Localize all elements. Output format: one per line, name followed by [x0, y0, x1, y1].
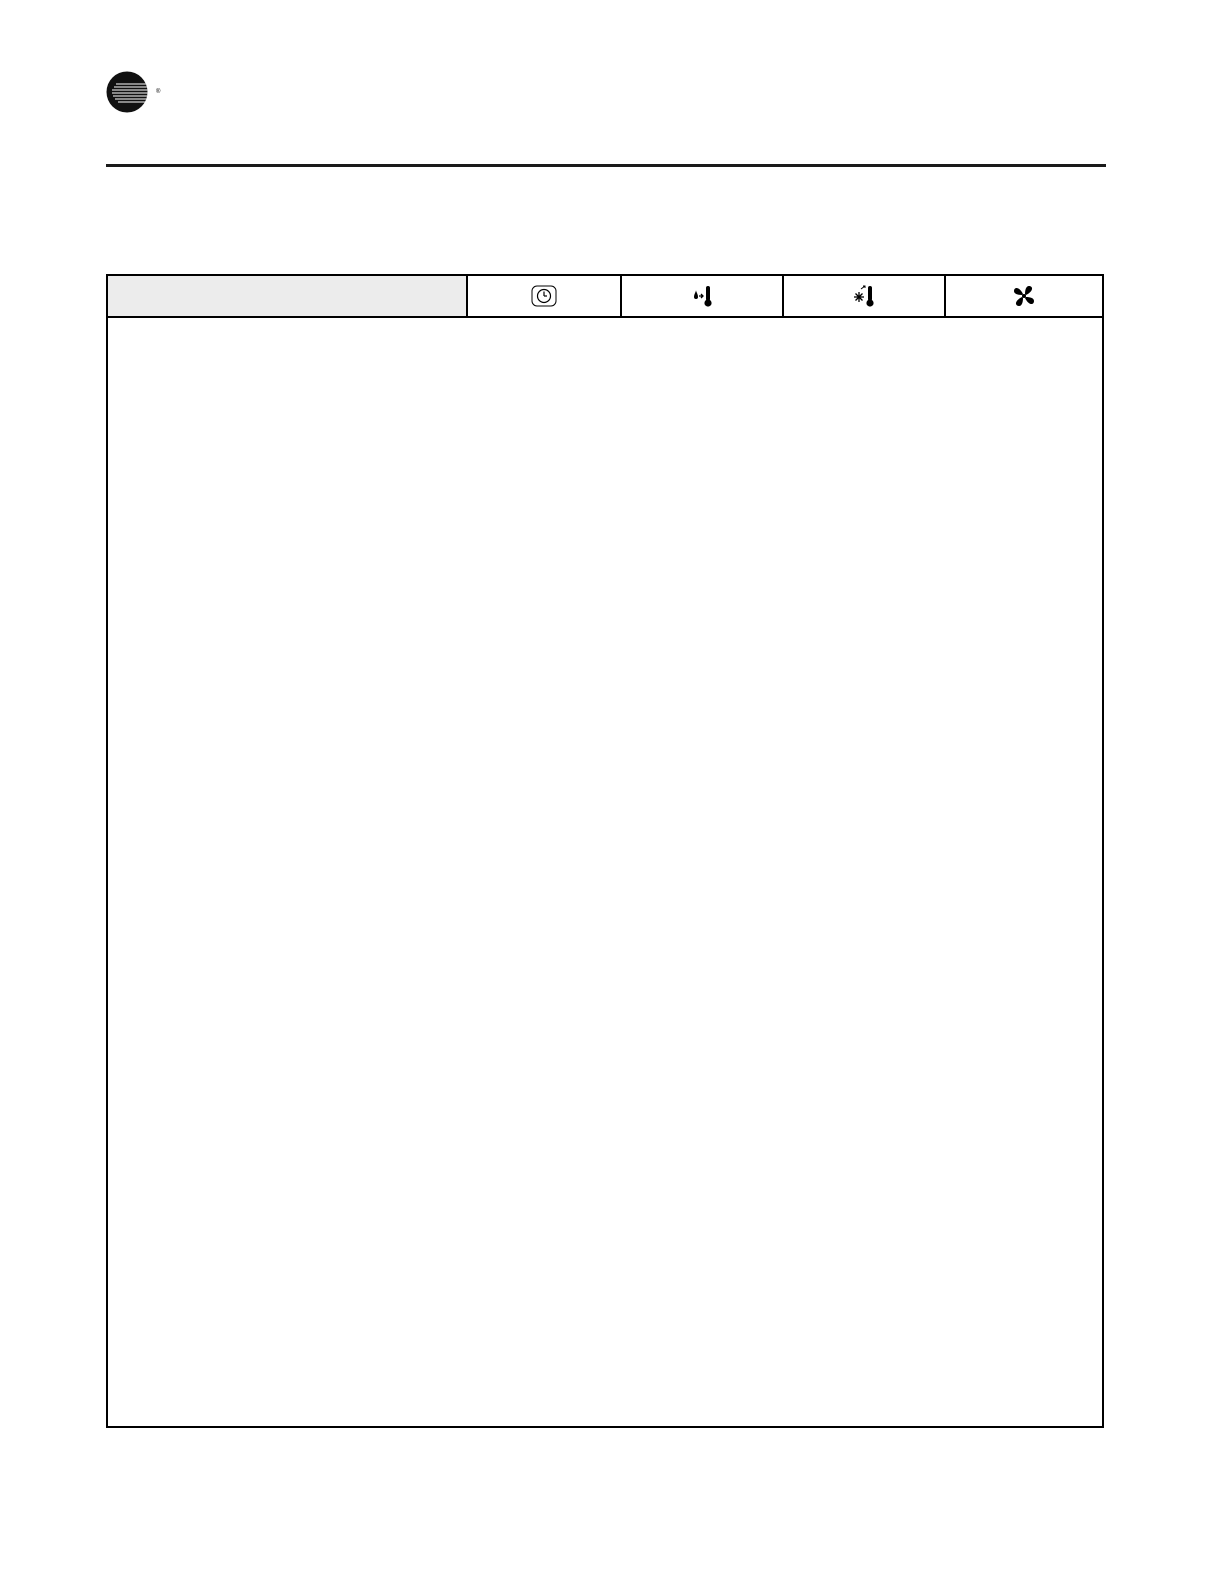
- clock-icon: [531, 285, 557, 307]
- header-fan-cell: [946, 276, 1102, 316]
- schedule-table: [106, 274, 1104, 1428]
- heat-setpoint-icon: [690, 284, 714, 308]
- header-blank-cell: [108, 276, 468, 316]
- fan-icon: [1010, 282, 1038, 310]
- header-rule: [106, 164, 1106, 167]
- header-time-cell: [468, 276, 622, 316]
- icon-legend: [108, 1370, 1102, 1426]
- schedule-header-row: [108, 276, 1102, 318]
- trane-globe-icon: [106, 71, 148, 113]
- cool-setpoint-icon: [852, 284, 876, 308]
- trane-logo: [106, 70, 160, 114]
- header-cool-cell: [784, 276, 946, 316]
- registered-mark: ®: [156, 89, 161, 95]
- header-heat-cell: [622, 276, 784, 316]
